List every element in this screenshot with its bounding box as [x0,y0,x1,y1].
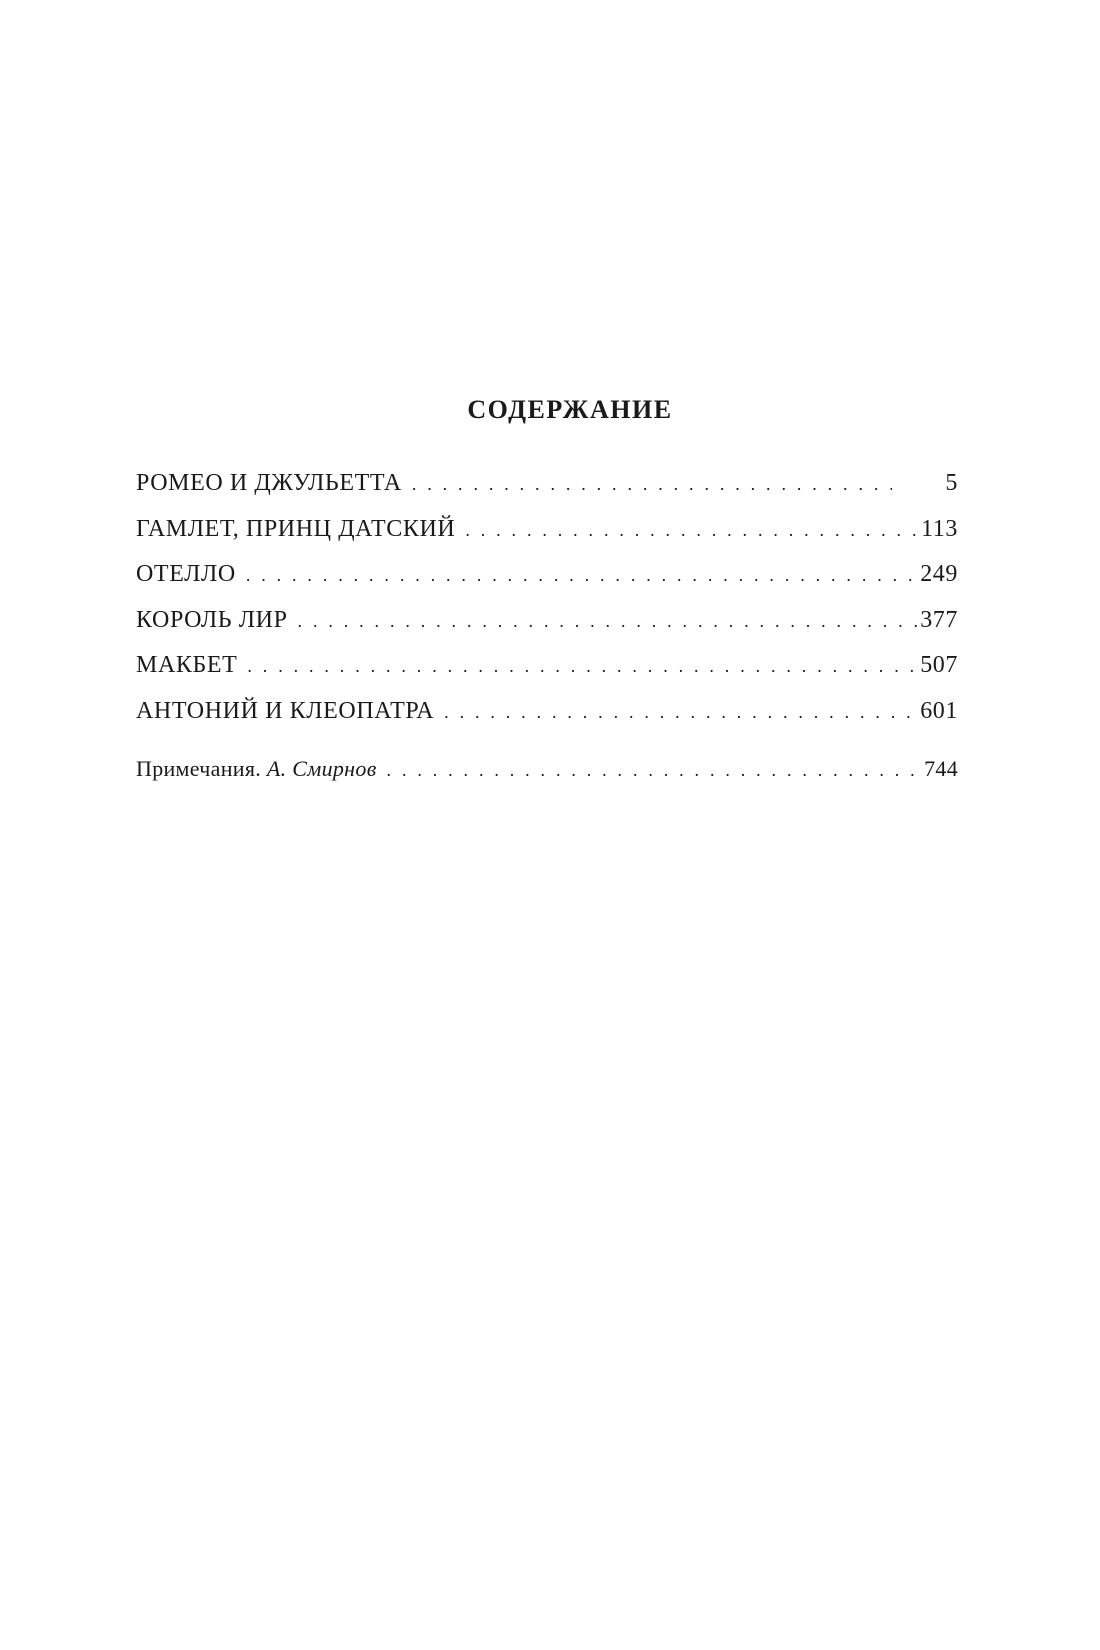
toc-entry[interactable] [136,514,958,560]
dot-leader [465,515,918,545]
toc-entry-page: 113 [921,515,958,542]
toc-entry-title: АНТОНИЙ И КЛЕОПАТРА [136,697,435,724]
dot-leader [387,755,918,785]
dot-leader [247,651,918,681]
dot-leader [246,560,918,590]
table-of-contents [136,468,958,800]
toc-entry-page: 249 [920,561,958,587]
toc-entry-title: ГАМЛЕТ, ПРИНЦ ДАТСКИЙ [136,515,456,542]
toc-entry[interactable] [136,650,958,696]
dot-leader [444,697,918,727]
toc-entry-title: КОРОЛЬ ЛИР [136,606,288,633]
toc-entry-title: РОМЕО И ДЖУЛЬЕТТА [136,470,402,496]
toc-notes-label: Примечания. [136,756,262,781]
toc-entry[interactable] [136,559,958,605]
toc-entry-title: ОТЕЛЛО [136,561,236,587]
dot-leader [412,469,892,499]
toc-entry[interactable] [136,696,958,742]
toc-notes-author: А. Смирнов [266,756,377,781]
toc-entry-page: 377 [920,606,958,633]
toc-entry[interactable] [136,605,958,651]
toc-entry-title: МАКБЕТ [136,652,238,678]
toc-entry-page: 601 [920,697,958,724]
toc-entry-page: 507 [920,652,958,678]
toc-entry-notes[interactable] [136,754,958,800]
toc-notes-page: 744 [924,756,958,781]
toc-entry[interactable] [136,468,958,514]
toc-entry-page: 5 [945,470,958,496]
toc-heading: СОДЕРЖАНИЕ [467,395,673,424]
toc-notes-title [136,754,377,784]
dot-leader [298,606,918,636]
